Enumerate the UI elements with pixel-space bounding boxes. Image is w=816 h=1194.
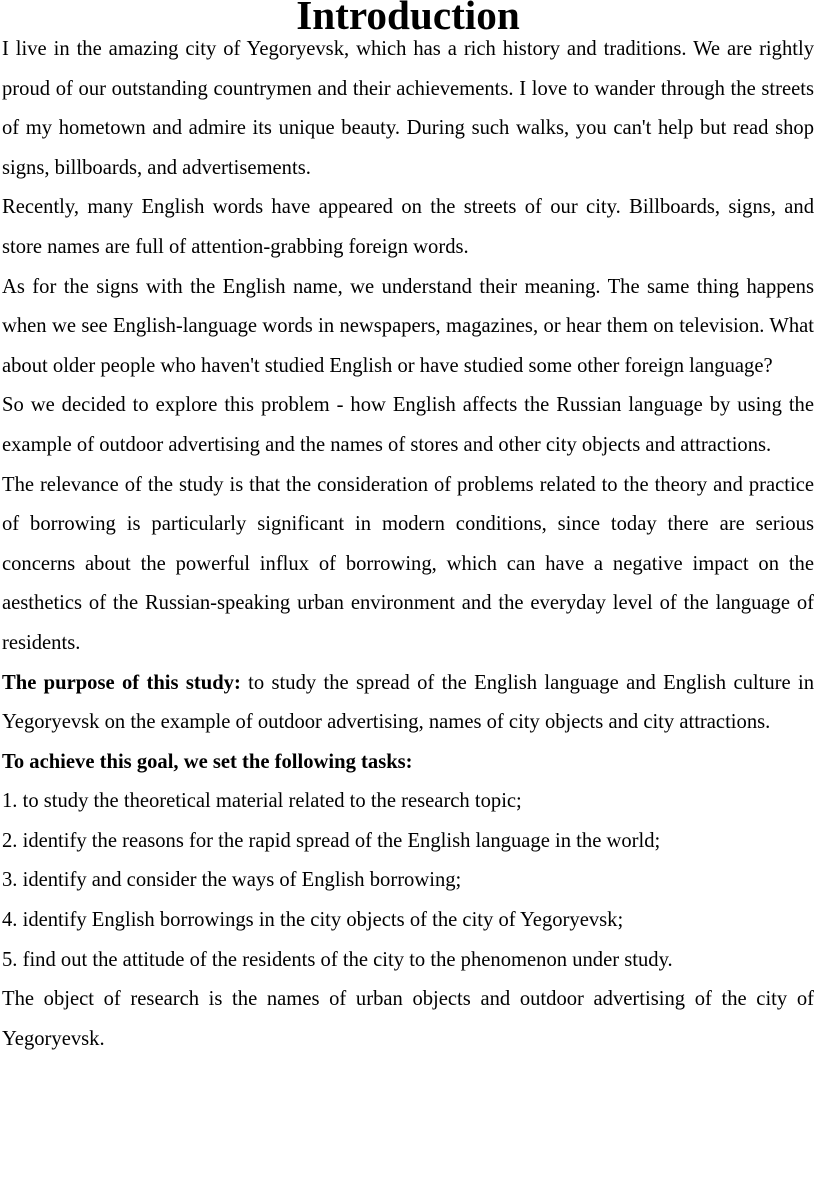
intro-paragraph-1: I live in the amazing city of Yegoryevsk, which has a rich history and traditions. We are rightly proud of our outstanding countrymen and their achievements. I love to wander through the streets of my hometown and admire its unique beauty. During such walks, you can't help but read shop signs, billboards, and advertisements. (2, 38, 814, 179)
page-title: Introduction (296, 0, 520, 38)
object-paragraph: The object of research is the names of urban objects and outdoor advertising of the city of Yegoryevsk. (2, 988, 814, 1050)
intro-paragraph-3: As for the signs with the English name, we understand their meaning. The same thing happens when we see English-language words in newspapers, magazines, or hear them on television. What about older people who haven't studied English or have studied some other foreign language? (2, 275, 814, 377)
tasks-heading: To achieve this goal, we set the following tasks: (2, 750, 413, 773)
intro-paragraph-2: Recently, many English words have appeared on the streets of our city. Billboards, signs, and store names are full of attention-grabbing foreign words. (2, 196, 814, 258)
relevance-paragraph: The relevance of the study is that the consideration of problems related to the theory and practice of borrowing is particularly significant in modern conditions, since today there are serious concerns about the powerful influx of borrowing, which can have a negative impact on the aesthetics of the Russian-speaking urban environment and the everyday level of the language of residents. (2, 473, 814, 654)
purpose-text: to study the spread of the English language and English culture in Yegoryevsk on the example of outdoor advertising, names of city objects and city attractions. (2, 671, 815, 734)
purpose-label: The purpose of this study: (2, 671, 241, 694)
task-item-4: 4. identify English borrowings in the city objects of the city of Yegoryevsk; (2, 909, 624, 932)
task-item-1: 1. to study the theoretical material related to the research topic; (2, 790, 522, 813)
task-item-3: 3. identify and consider the ways of English borrowing; (2, 869, 462, 892)
task-item-2: 2. identify the reasons for the rapid spread of the English language in the world; (2, 829, 661, 852)
intro-paragraph-4: So we decided to explore this problem - how English affects the Russian language by using the example of outdoor advertising and the names of stores and other city objects and attractions. (2, 394, 814, 456)
task-item-5: 5. find out the attitude of the residents of the city to the phenomenon under study. (2, 948, 673, 971)
purpose-paragraph (2, 664, 814, 743)
